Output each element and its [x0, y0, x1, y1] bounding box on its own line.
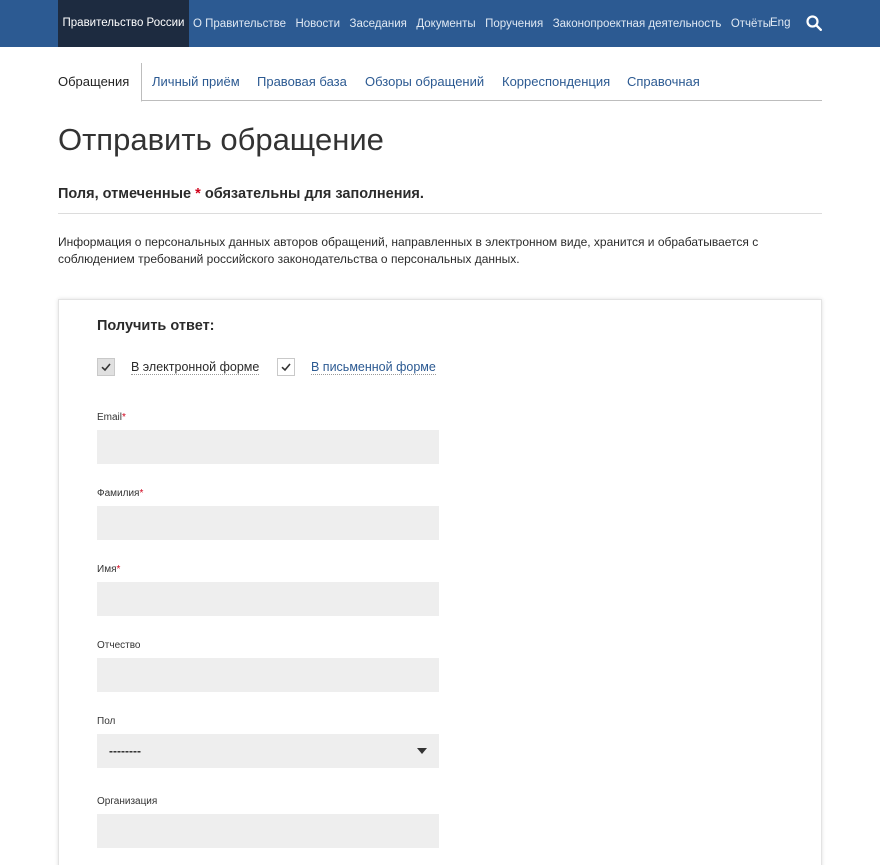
required-note-text-end: обязательны для заполнения. [200, 186, 424, 202]
tab-reference[interactable]: Справочная [627, 74, 700, 89]
first-name-label-text: Имя [97, 564, 117, 575]
gender-select[interactable] [97, 734, 439, 768]
first-name-field[interactable] [97, 582, 439, 616]
top-navbar [0, 0, 880, 47]
search-icon[interactable] [806, 15, 822, 31]
email-label-text: Email [97, 412, 123, 423]
nav-link-reports[interactable]: Отчёты [730, 17, 771, 30]
required-star: * [195, 186, 201, 202]
email-label [97, 412, 126, 423]
written-form-label[interactable]: В письменной форме [311, 360, 436, 374]
language-switch[interactable]: Eng [770, 17, 791, 29]
nav-link-about[interactable]: О Правительстве [193, 17, 286, 30]
required-fields-note [58, 186, 424, 202]
nav-link-orders[interactable]: Поручения [485, 17, 544, 30]
caret-down-icon [417, 748, 427, 754]
receive-answer-title: Получить ответ: [97, 318, 215, 334]
required-star: * [122, 412, 126, 423]
nav-link-documents[interactable]: Документы [416, 17, 476, 30]
appeal-form-card [58, 299, 822, 865]
checkmark-icon [281, 362, 291, 372]
nav-brand-government[interactable]: Правительство России [58, 0, 189, 47]
checkmark-icon [101, 362, 111, 372]
required-star: * [139, 488, 144, 499]
organization-field[interactable] [97, 814, 439, 848]
organization-label: Организация [97, 796, 158, 807]
first-name-label [97, 564, 120, 575]
required-star: * [116, 564, 121, 575]
personal-data-info: Информация о персональных данных авторов обращений, направленных в электронном виде, хранится и обрабатывается с соблюдением требований российского законодательства о персональных данных. [58, 235, 759, 266]
divider [58, 213, 822, 214]
tab-legal-base[interactable]: Правовая база [257, 74, 347, 89]
tab-appeals[interactable]: Обращения [58, 63, 142, 102]
surname-field[interactable] [97, 506, 439, 540]
tab-correspondence[interactable]: Корреспонденция [502, 74, 611, 89]
electronic-form-checkbox[interactable] [97, 358, 115, 376]
nav-link-news[interactable]: Новости [295, 17, 341, 30]
nav-links [193, 0, 780, 47]
written-form-checkbox[interactable] [277, 358, 295, 376]
patronymic-field[interactable] [97, 658, 439, 692]
electronic-form-label[interactable]: В электронной форме [131, 360, 260, 374]
gender-select-value: -------- [109, 744, 141, 758]
tab-appeal-reviews[interactable]: Обзоры обращений [365, 74, 485, 89]
surname-label [97, 488, 143, 499]
nav-link-legislation[interactable]: Законопроектная деятельность [552, 17, 722, 30]
nav-link-meetings[interactable]: Заседания [349, 17, 407, 30]
surname-label-text: Фамилия [97, 488, 140, 499]
gender-label: Пол [97, 716, 116, 727]
tab-personal-reception[interactable]: Личный приём [152, 74, 240, 89]
required-note-text-start: Поля, отмеченные [58, 186, 196, 202]
section-tabs [58, 63, 822, 101]
patronymic-label: Отчество [97, 640, 141, 651]
email-field[interactable] [97, 430, 439, 464]
page-title: Отправить обращение [58, 122, 384, 157]
